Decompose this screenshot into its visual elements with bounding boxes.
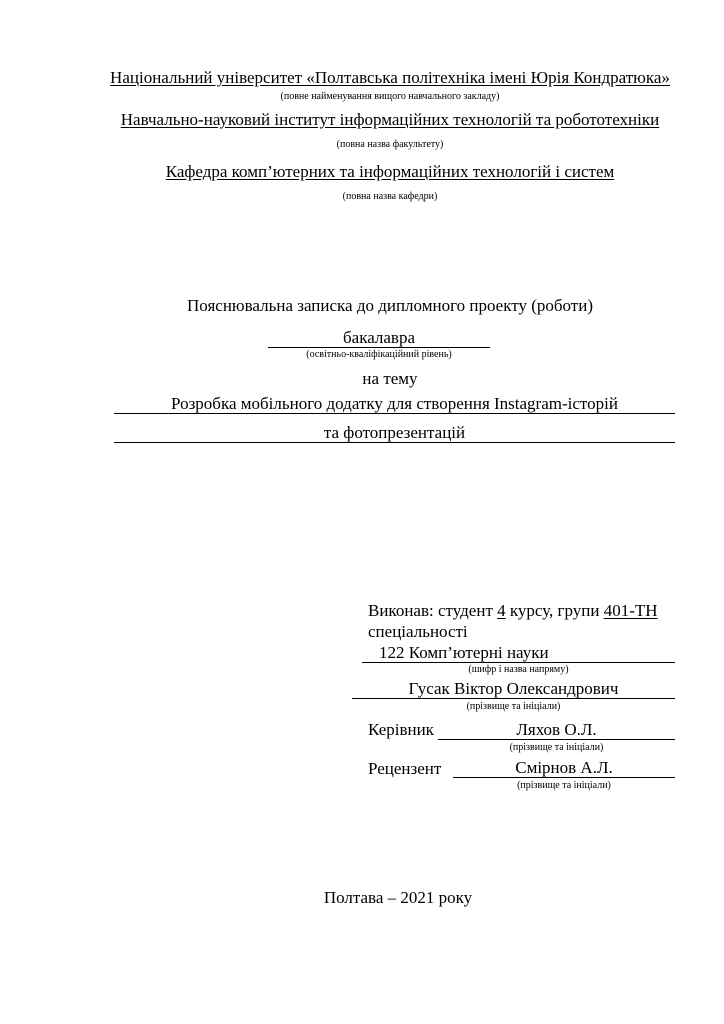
department-name: Кафедра комп’ютерних та інформаційних технологій і систем [165, 162, 615, 181]
university-name: Національний університет «Полтавська політехніка імені Юрія Кондратюка» [110, 68, 670, 87]
course-number: 4 [497, 601, 506, 620]
theme-intro: на тему [362, 369, 418, 388]
performed-prefix: Виконав: студент [368, 601, 498, 620]
institute-name: Навчально-науковий інститут інформаційних технологій та робототехніки [120, 110, 660, 129]
explanatory-note-title: Пояснювальна записка до дипломного проекту (роботи) [187, 296, 593, 315]
supervisor-label: Керівник [368, 720, 434, 739]
department-caption: (повна назва кафедри) [342, 191, 438, 202]
reviewer-label: Рецензент [368, 759, 442, 778]
student-name-field: Гусак Віктор Олександрович [352, 680, 675, 699]
specialty-field: 122 Комп’ютерні науки [362, 643, 675, 663]
specialty-label: спеціальності [368, 622, 468, 641]
performed-by-line [368, 601, 658, 621]
specialty-caption: (шифр і назва напряму) [468, 664, 569, 675]
qualification-level-caption: (освітньо-кваліфікаційний рівень) [306, 349, 452, 360]
institute-caption: (повна назва факультету) [336, 139, 444, 150]
reviewer-caption: (прізвище та ініціали) [517, 780, 611, 791]
supervisor-name-field: Ляхов О.Л. [438, 720, 675, 740]
supervisor-caption: (прізвище та ініціали) [509, 742, 604, 753]
city-year-line: Полтава – 2021 року [323, 888, 473, 907]
performed-middle: курсу, групи [505, 601, 604, 620]
theme-line-2: та фотопрезентацій [114, 424, 675, 443]
group-number: 401-ТН [603, 601, 658, 620]
reviewer-name-field: Смірнов А.Л. [453, 759, 675, 778]
theme-line-1: Розробка мобільного додатку для створення Instagram-історій [114, 395, 675, 414]
qualification-level-field: бакалавра [268, 329, 490, 348]
student-name-caption: (прізвище та ініціали) [466, 701, 561, 712]
university-caption: (повне найменування вищого навчального закладу) [280, 91, 500, 102]
